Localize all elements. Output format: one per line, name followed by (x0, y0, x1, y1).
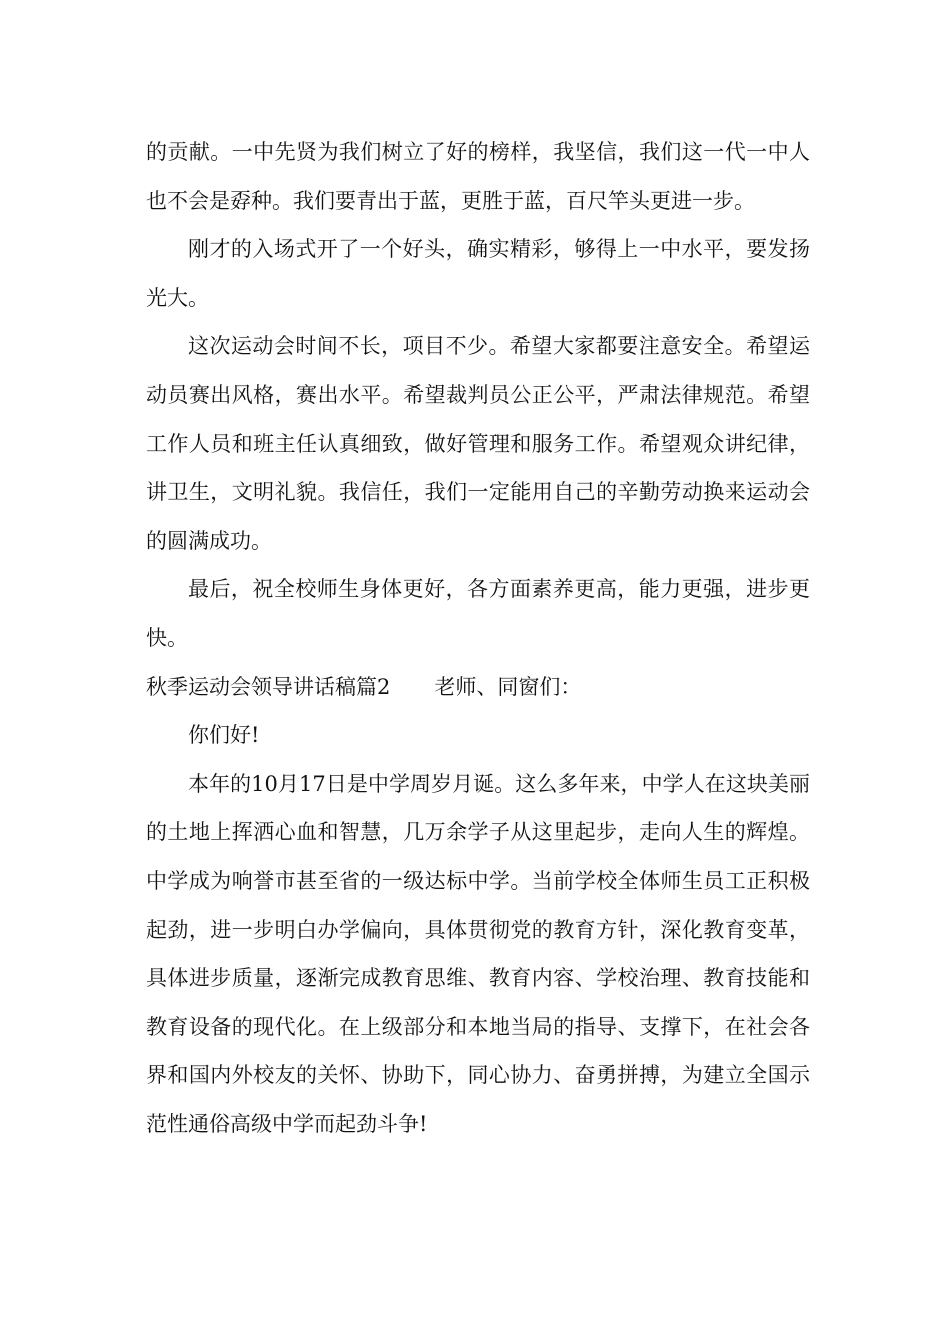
salutation: 老师、同窗们： (434, 674, 582, 699)
paragraph-opening-ceremony: 刚才的入场式开了一个好头，确实精彩，够得上一中水平，要发扬光大。 (146, 237, 810, 310)
paragraph-hopes: 这次运动会时间不长，项目不少。希望大家都要注意安全。希望运动员赛出风格，赛出水平。希望裁判员公正公平，严肃法律规范。希望工作人员和班主任认真细致，做好管理和服务工作。希望观众讲纪律，讲卫生，文明礼貌。我信任，我们一定能用自己的辛勤劳动换来运动会的圆满成功。 (146, 334, 810, 553)
paragraph-contribution: 的贡献。一中先贤为我们树立了好的榜样，我坚信，我们这一代一中人也不会是孬种。我们要青出于蓝，更胜于蓝，百尺竿头更进一步。 (146, 140, 810, 213)
paragraph-closing-wishes: 最后，祝全校师生身体更好，各方面素养更高，能力更强，进步更快。 (146, 577, 810, 650)
paragraph-greeting: 你们好! (188, 723, 260, 748)
section-title: 秋季运动会领导讲话稿篇2 (146, 674, 391, 699)
paragraph-school-anniversary: 本年的10月17日是中学周岁月诞。这么多年来，中学人在这块美丽的土地上挥洒心血和智慧，几万余学子从这里起步，走向人生的辉煌。中学成为响誉市甚至省的一级达标中学。当前学校全体师生员工正积极起劲，进一步明白办学偏向，具体贯彻党的教育方针，深化教育变革，具体进步质量，逐渐完成教育思维、教育内容、学校治理、教育技能和教育设备的现代化。在上级部分和本地当局的指导、支撑下，在社会各界和国内外校友的关怀、协助下，同心协力、奋勇拼搏，为建立全国示范性通俗高级中学而起劲斗争! (146, 771, 810, 1136)
section-heading (146, 663, 810, 712)
document-page (146, 128, 810, 1148)
